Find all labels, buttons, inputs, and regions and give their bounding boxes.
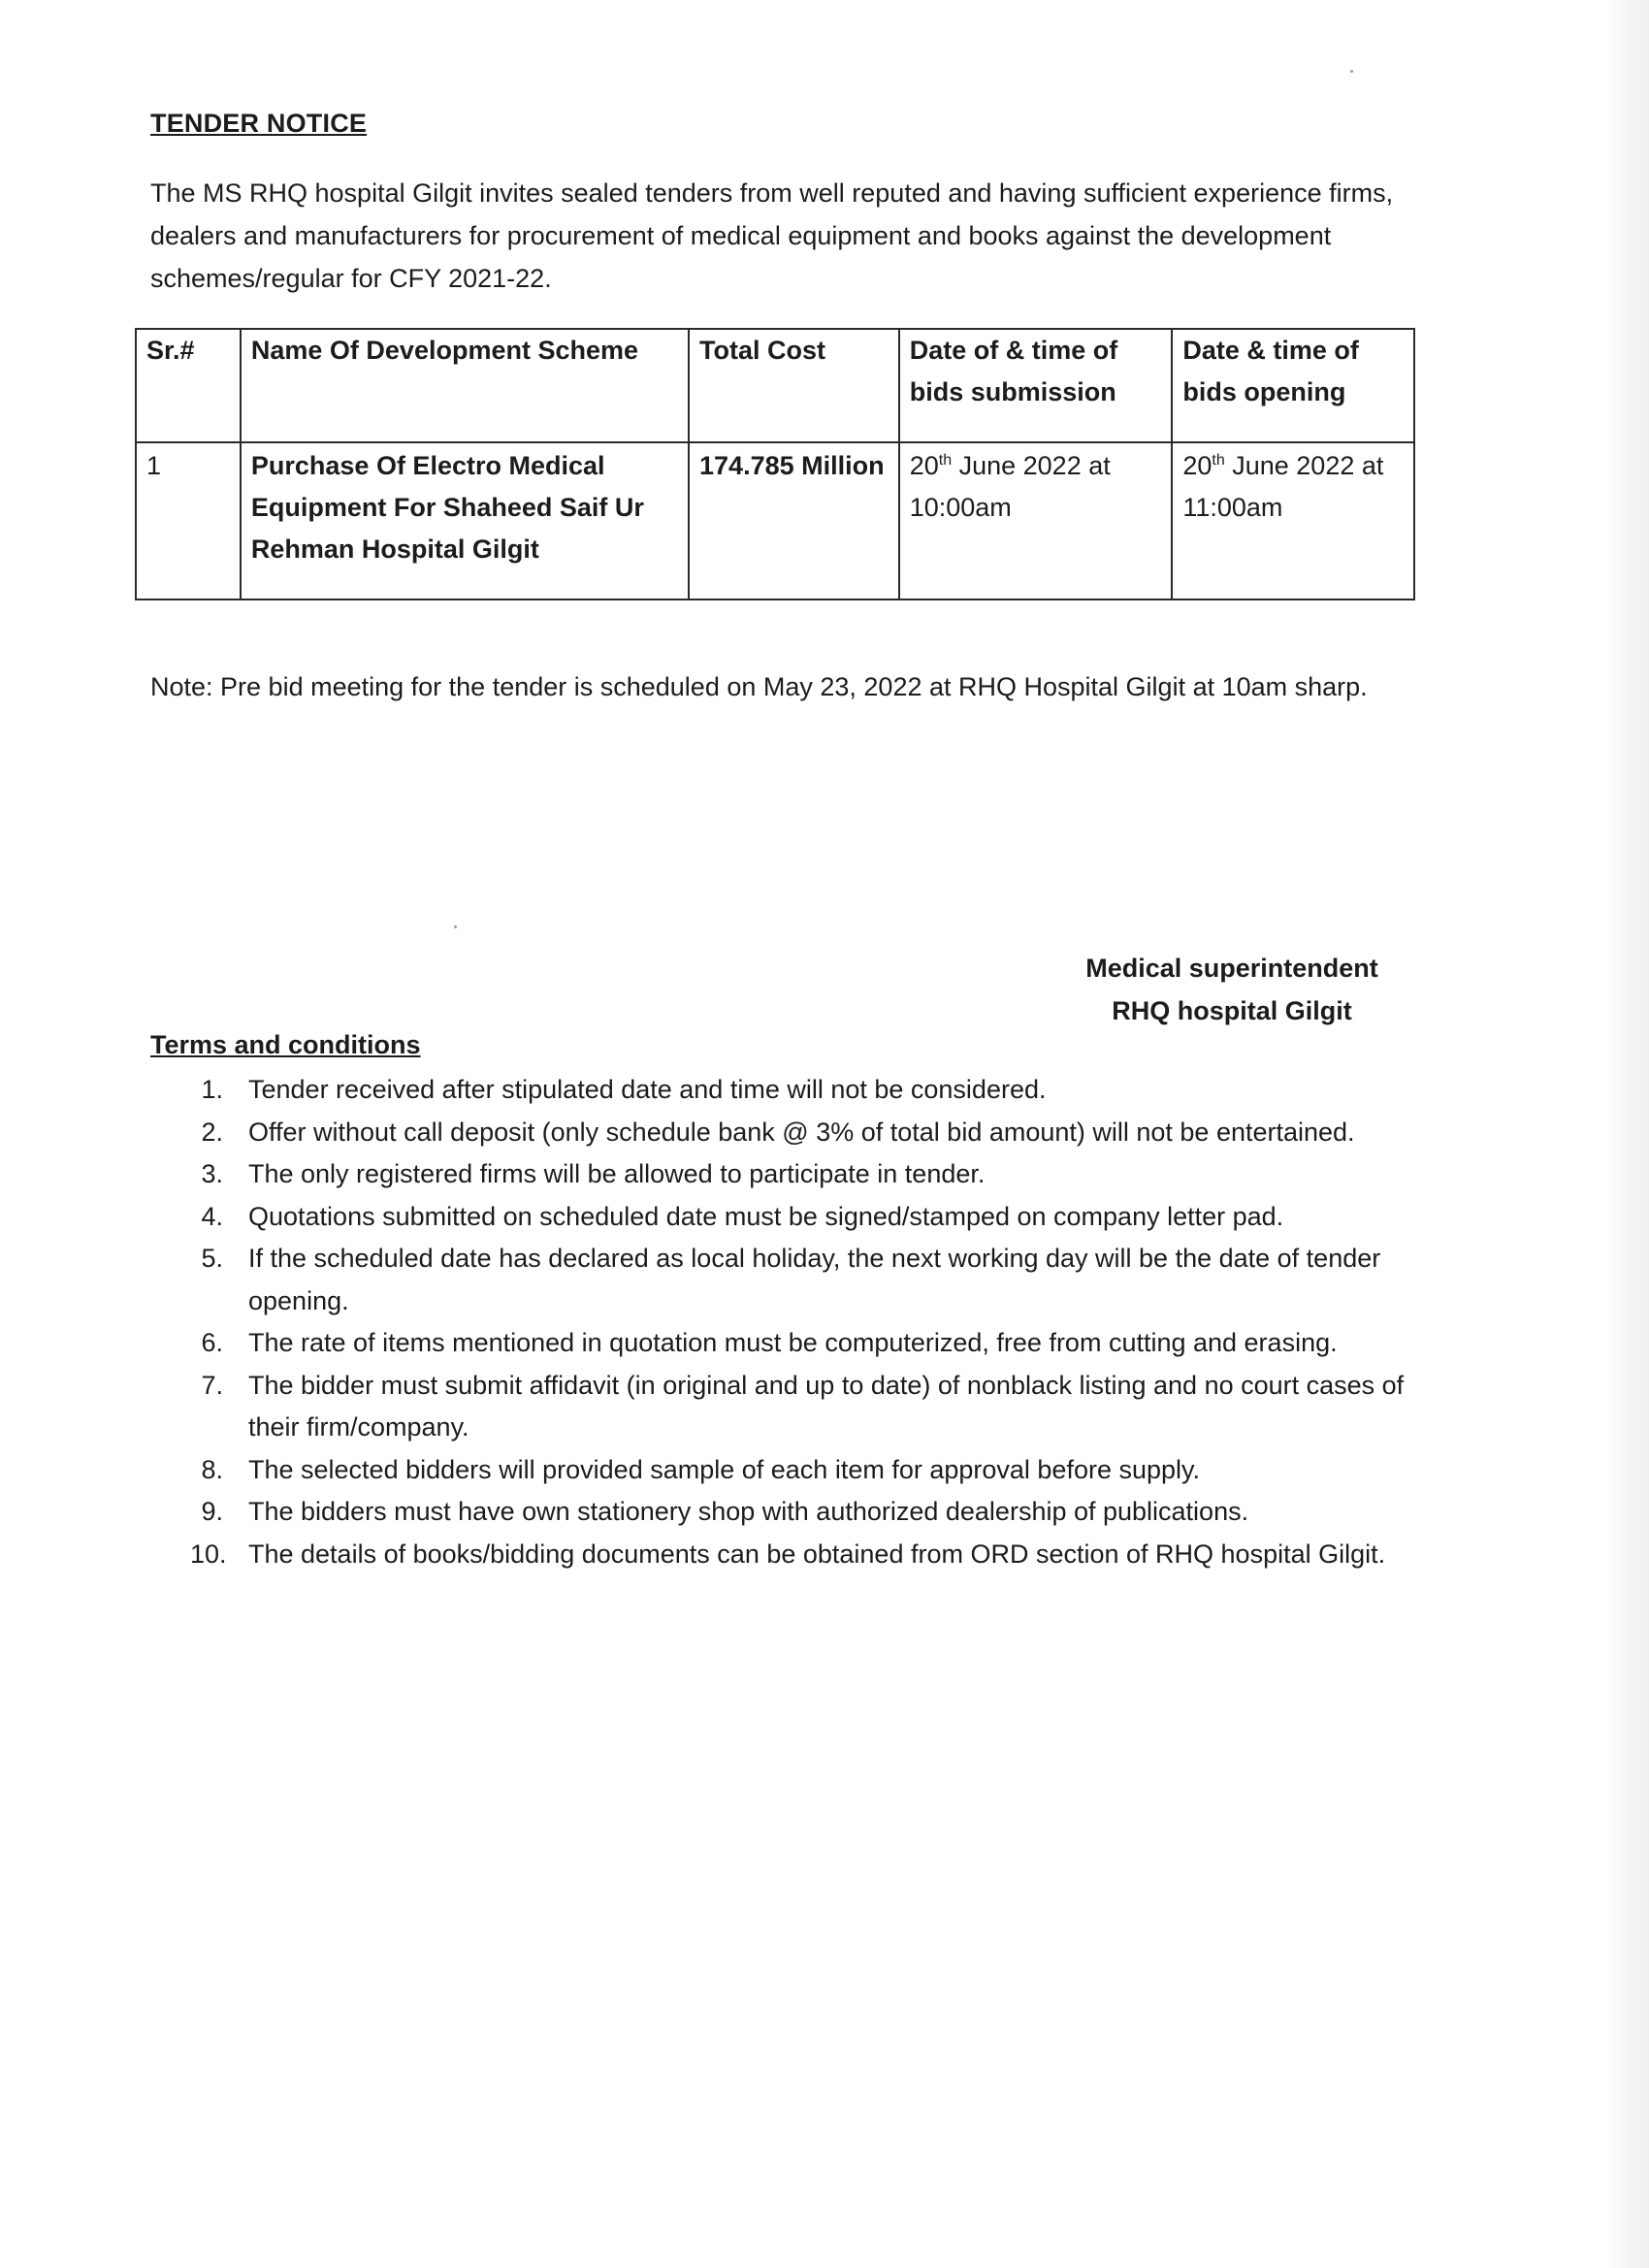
page-title: TENDER NOTICE [150,109,368,138]
term-number: 1. [201,1075,223,1104]
table-row [136,442,1414,599]
term-number: 8. [201,1454,223,1484]
list-item [190,1365,1451,1449]
header-sr: Sr.# [136,329,241,442]
header-opening: Date & time of bids opening [1172,329,1414,442]
signature-block [989,947,1474,1032]
signature-organization: RHQ hospital Gilgit [1112,996,1352,1025]
list-item [190,1069,1451,1112]
signature-title: Medical superintendent [1085,954,1378,983]
list-item [190,1153,1451,1196]
term-number: 3. [201,1159,223,1188]
list-item [190,1112,1451,1154]
submission-suffix: th [938,452,953,469]
cell-total-cost: 174.785 Million [689,442,899,599]
scan-speck [454,925,457,928]
term-number: 9. [201,1497,223,1526]
submission-rest: June 2022 at 10:00am [909,451,1111,522]
tender-table [135,328,1415,600]
term-number: 7. [201,1370,223,1400]
terms-list [190,1069,1451,1575]
term-number: 5. [201,1244,223,1273]
term-text: The bidder must submit affidavit (in original and up to date) of nonblack listing and no court cases of their firm/company. [248,1370,1405,1442]
submission-day: 20 [909,451,939,480]
term-text: The rate of items mentioned in quotation must be computerized, free from cutting and erasing. [248,1328,1338,1357]
term-number: 4. [201,1201,223,1231]
term-text: The selected bidders will provided sample of each item for approval before supply. [248,1454,1201,1484]
list-item [190,1491,1451,1534]
cell-sr: 1 [136,442,241,599]
pre-bid-note: Note: Pre bid meeting for the tender is scheduled on May 23, 2022 at RHQ Hospital Gilgit at 10am sharp. [150,672,1368,701]
list-item [190,1238,1451,1322]
term-number: 10. [190,1539,227,1569]
opening-rest: June 2022 at 11:00am [1182,451,1384,522]
term-text: The bidders must have own stationery shop with authorized dealership of publications. [248,1497,1249,1526]
header-total-cost: Total Cost [689,329,899,442]
term-number: 2. [201,1117,223,1147]
term-text: Quotations submitted on scheduled date must be signed/stamped on company letter pad. [248,1201,1284,1231]
term-text: Offer without call deposit (only schedule bank @ 3% of total bid amount) will not be entertained. [248,1117,1355,1147]
list-item [190,1322,1451,1365]
cell-scheme-name: Purchase Of Electro Medical Equipment For Shaheed Saif Ur Rehman Hospital Gilgit [241,442,689,599]
header-scheme-name: Name Of Development Scheme [241,329,689,442]
list-item [190,1196,1451,1239]
list-item [190,1534,1451,1576]
scan-speck [1350,70,1353,73]
term-text: If the scheduled date has declared as local holiday, the next working day will be the date of tender opening. [248,1244,1381,1315]
intro-paragraph: The MS RHQ hospital Gilgit invites sealed tenders from well reputed and having sufficient experience firms, dealers and manufacturers for procurement of medical equipment and books against the development schemes/regular for CFY 2021-22. [150,178,1394,293]
header-submission: Date of & time of bids submission [899,329,1173,442]
opening-suffix: th [1212,452,1225,469]
opening-day: 20 [1182,451,1212,480]
terms-heading: Terms and conditions [150,1030,421,1059]
term-text: The only registered firms will be allowed to participate in tender. [248,1159,986,1188]
list-item [190,1449,1451,1492]
scan-edge-shadow [1604,0,1649,2268]
cell-opening [1172,442,1414,599]
term-text: Tender received after stipulated date and time will not be considered. [248,1075,1047,1104]
cell-submission [899,442,1173,599]
term-text: The details of books/bidding documents can be obtained from ORD section of RHQ hospital Gilgit. [248,1539,1386,1569]
term-number: 6. [201,1328,223,1357]
table-header-row [136,329,1414,442]
